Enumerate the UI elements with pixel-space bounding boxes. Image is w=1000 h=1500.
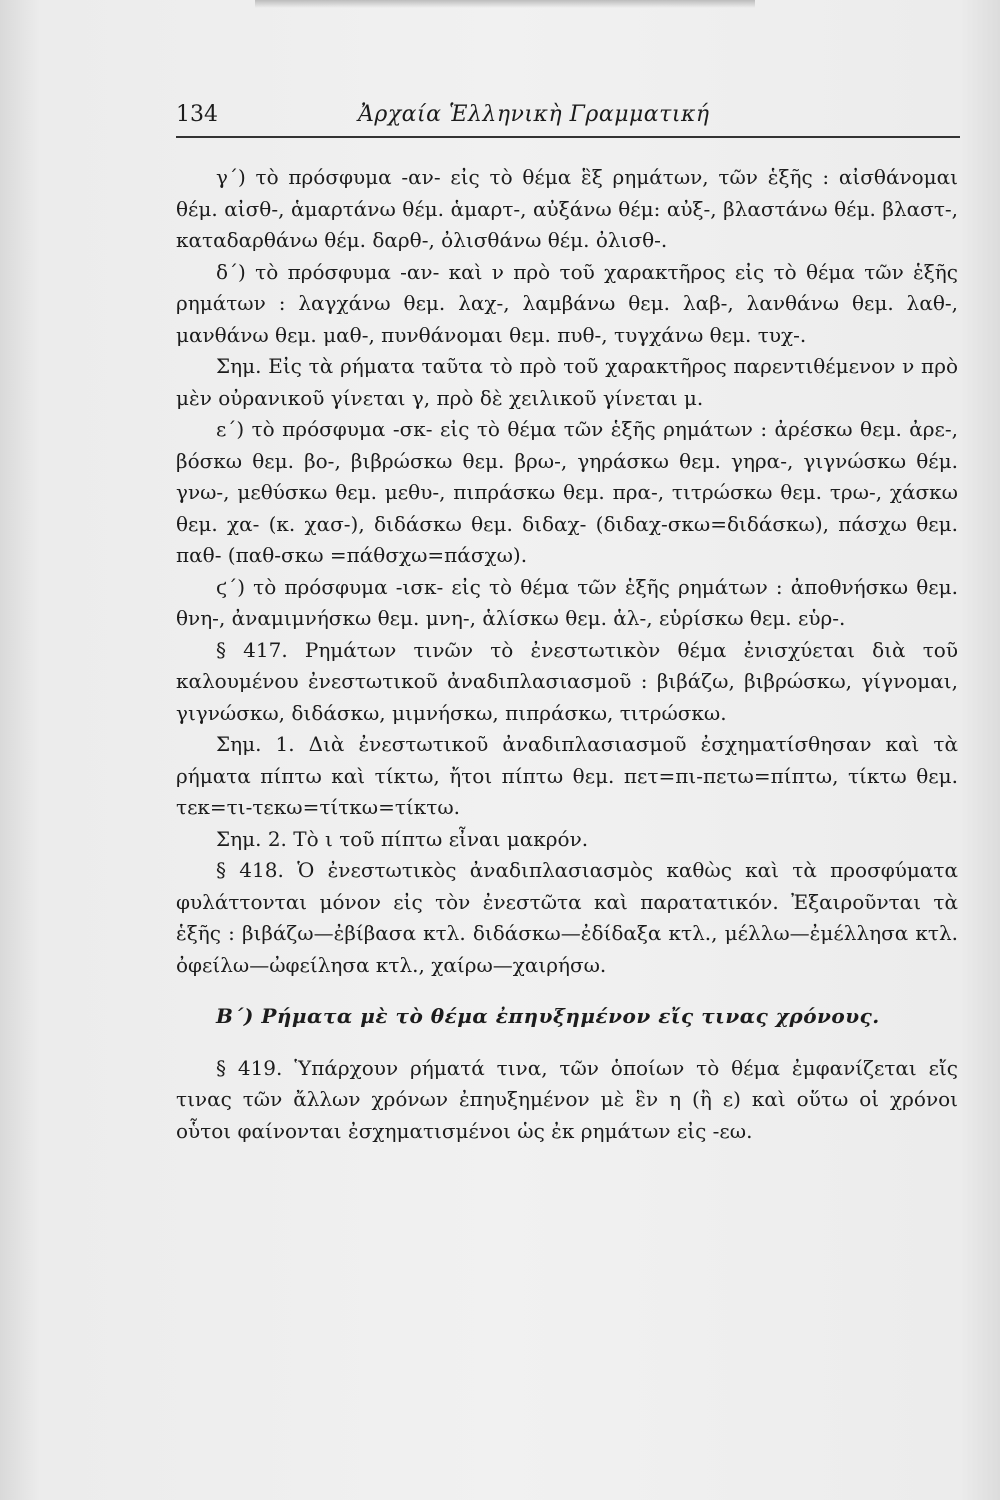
note-paragraph: Σημ. Εἰς τὰ ρήματα ταῦτα τὸ πρὸ τοῦ χαρακτῆρος παρεντιθέμενον ν πρὸ μὲν οὐρανικοῦ γίνεται γ, πρὸ δὲ χειλικοῦ γίνεται μ. [176, 354, 958, 410]
running-title: Ἀρχαία Ἑλληνικὴ Γραμματική [358, 102, 710, 127]
paragraph-delta: δ΄) τὸ πρόσφυμα -αν- καὶ ν πρὸ τοῦ χαρακτῆρος εἰς τὸ θέμα τῶν ἑξῆς ρημάτων : λαγχάνω θεμ. λαχ-, λαμβάνω θεμ. λαβ-, λανθάνω θεμ. λαθ-, μανθάνω θεμ. μαθ-, πυνθάνομαι θεμ. πυθ-, τυγχάνω θεμ. τυχ-. [176, 259, 958, 347]
section-418: § 418. Ὁ ἐνεστωτικὸς ἀναδιπλασιασμὸς καθὼς καὶ τὰ προσφύματα φυλάττονται μόνον εἰς τὸν ἐνεστῶτα καὶ παρατατικόν. Ἐξαιροῦνται τὰ ἑξῆς : βιβάζω—ἐβίβασα κτλ. διδάσκω—ἐδίδαξα κτλ., μέλλω—ἐμέλλησα κτλ. ὀφείλω—ὠφείλησα κτλ., χαίρω—χαιρήσω. [176, 858, 958, 977]
scan-edge-shadow [255, 0, 755, 8]
section-417: § 417. Ρημάτων τινῶν τὸ ἐνεστωτικὸν θέμα ἐνισχύεται διὰ τοῦ καλουμένου ἐνεστωτικοῦ ἀναδιπλασιασμοῦ : βιβάζω, βιβρώσκω, γίγνομαι, γιγνώσκω, διδάσκω, μιμνήσκω, πιπράσκω, τιτρώσκω. [176, 637, 958, 725]
note-1: Σημ. 1. Διὰ ἐνεστωτικοῦ ἀναδιπλασιασμοῦ ἐσχηματίσθησαν καὶ τὰ ρήματα πίπτω καὶ τίκτω, ἤτοι πίπτω θεμ. πετ=πι-πετω=πίπτω, τίκτω θεμ. τεκ=τι-τεκω=τίτκω=τίκτω. [176, 732, 958, 819]
page-header [176, 96, 960, 138]
page-number: 134 [176, 102, 218, 127]
note-2: Σημ. 2. Τὸ ι τοῦ πίπτω εἶναι μακρόν. [216, 826, 589, 851]
body-text [176, 162, 958, 1147]
paragraph-gamma: γ΄) τὸ πρόσφυμα -αν- εἰς τὸ θέμα ἓξ ρημάτων, τῶν ἑξῆς : αἰσθάνομαι θέμ. αἰσθ-, ἁμαρτάνω θέμ. ἁμαρτ-, αὐξάνω θέμ: αὐξ-, βλαστάνω θέμ. βλαστ-, καταδαρθάνω θέμ. δαρθ-, ὀλισθάνω θέμ. ὀλισθ-. [176, 165, 958, 252]
paragraph-epsilon: ε΄) τὸ πρόσφυμα -σκ- εἰς τὸ θέμα τῶν ἑξῆς ρημάτων : ἀρέσκω θεμ. ἀρε-, βόσκω θεμ. βο-, βιβρώσκω θεμ. βρω-, γηράσκω θεμ. γηρα-, γιγνώσκω θέμ. γνω-, μεθύσκω θεμ. μεθυ-, πιπράσκω θεμ. πρα-, τιτρώσκω θεμ. τρω-, χάσκω θεμ. χα- (κ. χασ-), διδάσκω θεμ. διδαχ- (διδαχ-σκω=διδάσκω), πάσχω θεμ. παθ- (παθ-σκω =πάθσχω=πάσχω). [176, 417, 958, 567]
section-heading-b: Β΄) Ρήματα μὲ τὸ θέμα ἐπηυξημένον εἴς τινας χρόνους. [216, 1004, 880, 1028]
paragraph-stigma: ϛ΄) τὸ πρόσφυμα -ισκ- εἰς τὸ θέμα τῶν ἑξῆς ρημάτων : ἀποθνήσκω θεμ. θνη-, ἀναμιμνήσκω θεμ. μνη-, ἁλίσκω θεμ. ἁλ-, εὑρίσκω θεμ. εὑρ-. [176, 574, 958, 630]
section-419: § 419. Ὑπάρχουν ρήματά τινα, τῶν ὁποίων τὸ θέμα ἐμφανίζεται εἴς τινας τῶν ἄλλων χρόνων ἐπηυξημένον μὲ ἓν η (ἢ ε) καὶ οὕτω οἱ χρόνοι οὗτοι φαίνονται ἐσχηματισμένοι ὡς ἐκ ρημάτων εἰς -εω. [176, 1055, 958, 1143]
